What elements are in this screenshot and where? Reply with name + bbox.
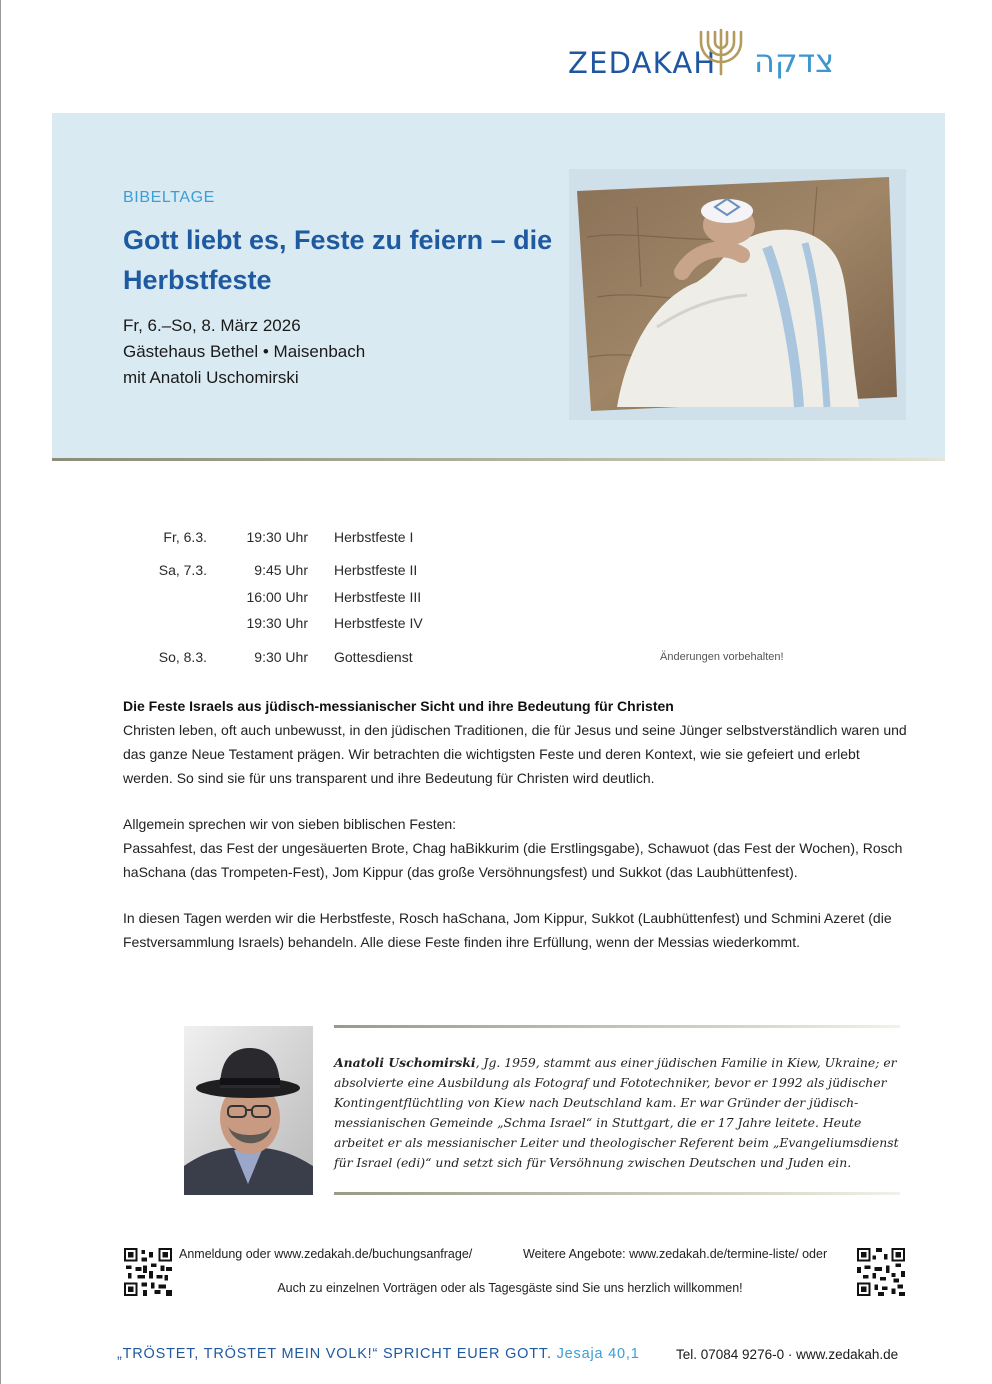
event-info [123,313,365,391]
logo-hebrew-text: צדקה [754,42,835,80]
page-edge-line [0,0,1,1384]
schedule-day: So, 8.3. [158,649,207,665]
registration-link[interactable]: Anmeldung oder www.zedakah.de/buchungsanfrage/ [179,1247,473,1261]
description-paragraph: Christen leben, oft auch unbewusst, in den jüdischen Traditionen, die für Jesus und seine Jünger selbstverständlich waren und das ganze Neue Testament prägen. Wir betrachten die wichtigsten Feste und deren Kontext, wie sie gefeiert und erlebt werden. So sind sie für uns transparent und ihre Bedeutung für Christen wird deutlich. [123,722,907,786]
schedule-title: Herbstfeste I [334,529,414,545]
logo-text: ZEDAKAH [568,46,717,80]
bio-top-rule [334,1025,900,1028]
contact-info[interactable]: Tel. 07084 9276-0 · www.zedakah.de [676,1347,899,1362]
schedule-time: 9:45 Uhr [254,562,308,578]
header-photo [577,177,897,411]
schedule-title: Herbstfeste II [334,562,418,578]
description [123,694,913,976]
event-category: BIBELTAGE [123,189,215,206]
schedule-time: 19:30 Uhr [246,615,308,631]
bio-bottom-rule [334,1192,900,1195]
description-heading: Die Feste Israels aus jüdisch-messianischer Sicht und ihre Bedeutung für Christen [123,698,674,714]
description-paragraph: In diesen Tagen werden wir die Herbstfeste, Rosch haSchana, Jom Kippur, Sukkot (Laubhüttenfest) und Schmini Azeret (die Festversammlung Israels) behandeln. Alle diese Feste finden ihre Erfüllung, wenn der Messias wiederkommt. [123,910,892,950]
schedule-title: Gottesdienst [334,649,413,665]
event-date: Fr, 6.–So, 8. März 2026 [123,316,301,335]
speaker-bio-text: , Jg. 1959, stammt aus einer jüdischen Familie in Kiew, Ukraine; er absolvierte eine Ausbildung als Fotograf und Fototechniker, bevor er 1992 als jüdischer Kontingentflüchtling von Kiew nach Deutschland kam. Er war Gründer der jüdisch-messianischen Gemeinde „Schma Israel“ in Stuttgart, die er 17 Jahre leitete. Heute arbeitet er als messianischer Leiter und theologischer Referent beim „Evangeliumsdienst für Israel (edi)“ und setzt sich für Versöhnung zwischen Deutschen und Juden ein. [334,1055,899,1170]
quote-text: „TRÖSTET, TRÖSTET MEIN VOLK!“ SPRICHT EUER GOTT. [117,1346,552,1362]
schedule-time: 16:00 Uhr [246,589,308,605]
header-divider [52,458,945,461]
bible-quote [117,1346,640,1362]
schedule-time: 19:30 Uhr [246,529,308,545]
schedule-note: Änderungen vorbehalten! [660,651,784,663]
schedule-title: Herbstfeste III [334,589,422,605]
offers-link[interactable]: Weitere Angebote: www.zedakah.de/termine-liste/ oder [523,1247,828,1261]
event-location: Gästehaus Bethel • Maisenbach [123,342,366,361]
schedule-day: Sa, 7.3. [158,562,207,578]
speaker-name: Anatoli Uschomirski [334,1055,476,1070]
feasts-intro: Allgemein sprechen wir von sieben biblischen Festen: [123,816,457,832]
event-speaker: mit Anatoli Uschomirski [123,368,299,387]
header-photo-frame [569,169,906,420]
quote-reference: Jesaja 40,1 [556,1346,640,1362]
zedakah-logo[interactable] [566,24,846,84]
speaker-photo [184,1026,313,1195]
event-title: Gott liebt es, Feste zu feiern – die Herbstfeste [123,225,553,295]
feasts-list: Passahfest, das Fest der ungesäuerten Brote, Chag haBikkurim (die Erstlingsgabe), Schawuot (das Fest der Wochen), Rosch haSchana (das Trompeten-Fest), Jom Kippur (das große Versöhnungsfest) und Sukkot (das Laubhüttenfest). [123,840,903,880]
schedule-day: Fr, 6.3. [163,529,207,545]
speaker-bio [334,1053,899,1173]
welcome-note: Auch zu einzelnen Vorträgen oder als Tagesgäste sind Sie uns herzlich willkommen! [277,1281,743,1295]
menorah-icon [696,26,746,78]
schedule-time: 9:30 Uhr [254,649,308,665]
schedule-title: Herbstfeste IV [334,615,423,631]
